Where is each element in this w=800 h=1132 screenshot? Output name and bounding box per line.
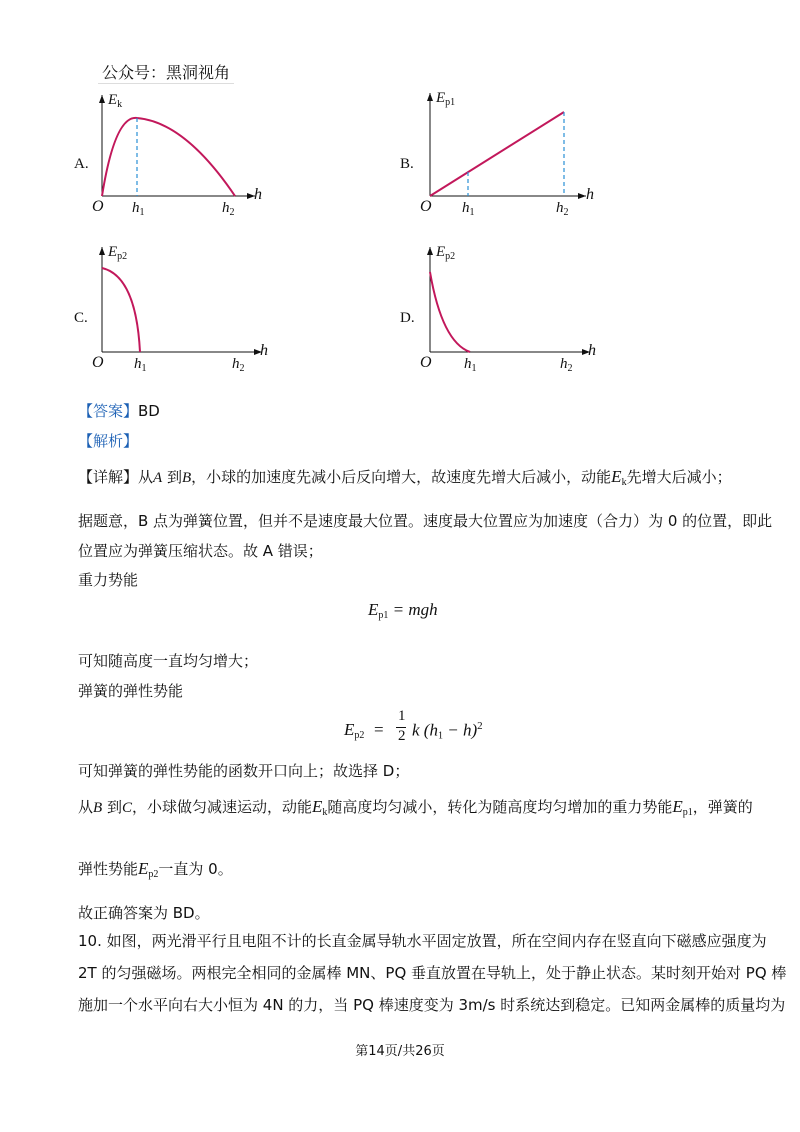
option-b-ylabel: $E_{p1}$	[436, 90, 456, 108]
option-b-h2: $h_2$	[556, 200, 569, 218]
detail-line-9: 弹性势能$E_{p2}$一直为 0。	[78, 859, 233, 880]
option-d-axis: h	[588, 342, 596, 359]
option-c-ylabel: $E_{p2}$	[108, 244, 128, 262]
formula-ep1: $E_{p1}$ = mgh	[368, 600, 438, 621]
option-b-origin: O	[420, 198, 432, 215]
detail-line-5: 可知随高度一直均匀增大；	[78, 652, 259, 670]
ep2-symbol: $E_{p2}$	[138, 859, 159, 880]
option-c-letter: C.	[74, 310, 88, 326]
option-a-h1: $h_1$	[132, 200, 145, 218]
option-a-h2: $h_2$	[222, 200, 235, 218]
detail-line-4: 重力势能	[78, 571, 139, 589]
detail-line-3: 位置应为弹簧压缩状态。故 A 错误；	[78, 542, 323, 560]
ek-curve	[102, 118, 235, 196]
answer-value: BD	[138, 402, 160, 420]
detail-line-6: 弹簧的弹性势能	[78, 682, 184, 700]
answer-tag: 【答案】	[78, 402, 139, 420]
answer-line	[78, 400, 160, 422]
option-a-graph	[70, 90, 270, 220]
detail-line-1: 【详解】从A 到B，小球的加速度先减小后反向增大，故速度先增大后减小，动能$E_k$先增大后减小；	[78, 467, 732, 488]
option-d-letter: D.	[400, 310, 415, 326]
option-c-h2: $h_2$	[232, 356, 245, 374]
ep1-line	[430, 112, 564, 196]
question-10-line-2: 2T 的匀强磁场。两根完全相同的金属棒 MN、PQ 垂直放置在导轨上，处于静止状态。某时刻开始对 PQ 棒	[78, 964, 787, 982]
detail-line-2: 据题意，B 点为弹簧位置，但并不是速度最大位置。速度最大位置应为加速度（合力）为 0 的位置，即此	[78, 512, 773, 530]
option-c-graph	[70, 242, 280, 377]
detail-line-10: 故正确答案为 BD。	[78, 904, 210, 922]
option-a-origin: O	[92, 198, 104, 215]
watermark: 公众号：黑洞视角	[98, 60, 234, 84]
question-10-line-3: 施加一个水平向右大小恒为 4N 的力，当 PQ 棒速度变为 3m/s 时系统达到稳定。已知两金属棒的质量均为	[78, 996, 786, 1014]
option-c-h1: $h_1$	[134, 356, 147, 374]
option-b-graph	[398, 88, 608, 220]
option-a-ylabel: $E_k$	[108, 92, 123, 110]
option-a-letter: A.	[74, 156, 89, 172]
option-d-graph	[398, 242, 608, 377]
analysis-line	[78, 430, 138, 452]
option-b-axis: h	[586, 186, 594, 203]
question-10-line-1: 10. 如图，两光滑平行且电阻不计的长直金属导轨水平固定放置，所在空间内存在竖直向下磁感应强度为	[78, 932, 767, 950]
page-footer: 第14页/共26页	[355, 1044, 445, 1059]
ep2-curve	[102, 268, 140, 352]
ek-symbol: $E_k$	[312, 797, 328, 818]
option-d-origin: O	[420, 354, 432, 371]
option-c-origin: O	[92, 354, 104, 371]
detail-line-7: 可知弹簧的弹性势能的函数开口向上；故选择 D；	[78, 762, 410, 780]
ep2-curve	[430, 272, 470, 352]
option-b-letter: B.	[400, 156, 414, 172]
ep1-symbol: $E_{p1}$	[672, 797, 693, 818]
option-d-h2: $h_2$	[560, 356, 573, 374]
option-a-axis: h	[254, 186, 262, 203]
option-b-h1: $h_1$	[462, 200, 475, 218]
detail-tag: 【详解】	[78, 468, 139, 486]
detail-line-8: 从B 到C，小球做匀减速运动，动能$E_k$随高度均匀减小，转化为随高度均匀增加的重力势能$E_{p1}$，弹簧的	[78, 797, 753, 818]
option-c-axis: h	[260, 342, 268, 359]
option-d-h1: $h_1$	[464, 356, 477, 374]
ek-symbol: $E_k$	[611, 467, 627, 488]
analysis-tag: 【解析】	[78, 432, 139, 450]
option-d-ylabel: $E_{p2}$	[436, 244, 456, 262]
